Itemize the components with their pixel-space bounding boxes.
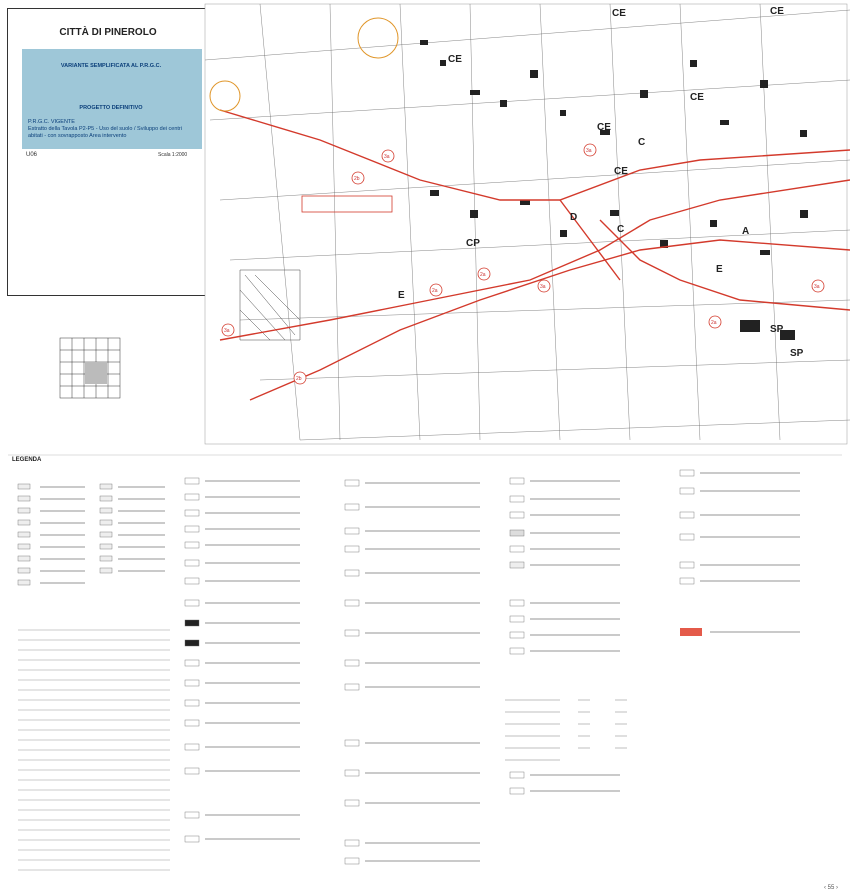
svg-text:3a: 3a bbox=[224, 328, 230, 334]
legend-title: LEGENDA bbox=[12, 457, 42, 463]
legend-col-2 bbox=[185, 478, 199, 842]
legend-symbol-table bbox=[505, 700, 627, 760]
zone-label: E bbox=[716, 264, 723, 275]
svg-text:2a: 2a bbox=[432, 288, 438, 294]
zone-label: CE bbox=[448, 54, 462, 65]
key-map bbox=[60, 338, 120, 398]
legend-col-3 bbox=[345, 480, 359, 864]
svg-text:3a: 3a bbox=[384, 154, 390, 160]
legend-text-lines bbox=[40, 473, 800, 861]
sheet-scale: Scala 1:2000 bbox=[158, 152, 188, 158]
legend-col-4 bbox=[510, 478, 524, 794]
zone-label: CE bbox=[614, 166, 628, 177]
svg-text:2a: 2a bbox=[711, 320, 717, 326]
variant-title: VARIANTE SEMPLIFICATA AL P.R.G.C. bbox=[60, 63, 162, 69]
zone-label: D bbox=[570, 212, 578, 223]
zone-label: A bbox=[742, 226, 750, 237]
svg-text:3a: 3a bbox=[586, 148, 592, 154]
zone-label: C bbox=[638, 137, 646, 148]
project-stage: PROGETTO DEFINITIVO bbox=[79, 105, 143, 111]
svg-text:2b: 2b bbox=[354, 176, 360, 182]
legend-notes bbox=[18, 630, 170, 870]
sheet-code: U06 bbox=[26, 152, 38, 158]
page-number: ‹ 55 › bbox=[823, 885, 838, 891]
zone-label: SP bbox=[790, 348, 804, 359]
zone-label: E bbox=[398, 290, 405, 301]
zone-label: CE bbox=[690, 92, 704, 103]
zone-label: SP bbox=[770, 324, 784, 335]
svg-text:3a: 3a bbox=[540, 284, 546, 290]
svg-text:2a: 2a bbox=[480, 272, 486, 278]
city-name: CITTÀ DI PINEROLO bbox=[59, 27, 157, 38]
zone-label: CE bbox=[770, 6, 784, 17]
svg-text:3a: 3a bbox=[814, 284, 820, 290]
prgc-title: P.R.G.C. VIGENTE Estratto della Tavola P2-P5 - Uso del suolo / Sviluppo dei centri abitati - con sovrapposto Area intervento bbox=[28, 119, 182, 139]
zone-label: C bbox=[617, 224, 625, 235]
svg-text:2b: 2b bbox=[296, 376, 302, 382]
zone-label: CE bbox=[612, 8, 626, 19]
legend-col-5 bbox=[680, 470, 702, 636]
zone-label: CP bbox=[466, 238, 480, 249]
zone-label: CE bbox=[597, 122, 611, 133]
